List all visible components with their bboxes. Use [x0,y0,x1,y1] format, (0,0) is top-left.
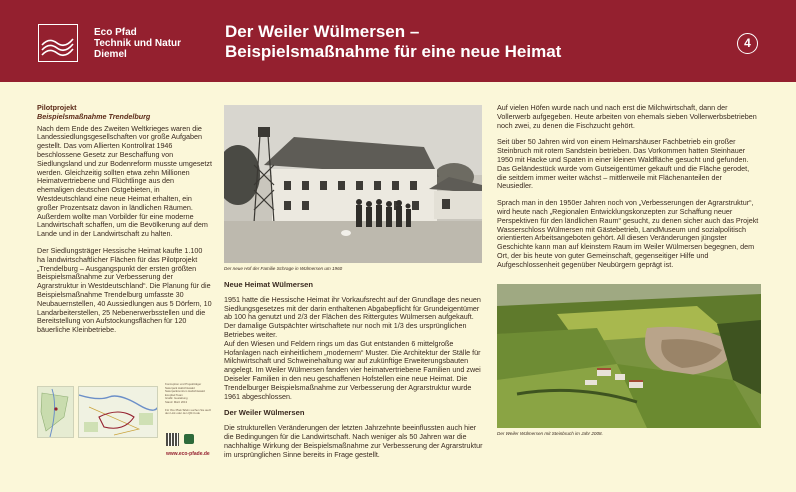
section-subheading: Beispielsmaßnahme Trendelburg [37,111,151,121]
credits-line: Konzeption und Projektträger [165,382,202,386]
brand-line: Diemel [94,49,127,60]
credits-line: Ecopfad Team [165,392,183,397]
paragraph: Sprach man in den 1950er Jahren noch von „Verbesserungen der Agrarstruktur“, wird heute nach „Regionalen Entwicklungskonzepten zur Schaffung neuer Perspektiven für den ländlichen Raum“ gesucht, zu denen sicher auch das Projekt Wasserschloss Wülmersen mit Gästebetrieb, LandMuseum und sozialpolitisch orientierten Arbeitsangeboten gehört. All diesen Veränderungen jüngster Geschichte kann man auf kleinstem Raum im Weiler Wülmersen begegnen, dem Ort, der bis heute von guter Gemeinschaft, gegenseitiger Hilfe und Aufgeschlossenheit gegenüber Neubürgern geprägt ist. [497,198,759,269]
brand-text [94,27,181,60]
overview-map-graphic [38,387,74,438]
section-heading: Neue Heimat Wülmersen [224,280,314,289]
section-heading: Der Weiler Wülmersen [224,408,305,418]
website-link[interactable]: www.eco-pfade.de [166,451,210,457]
paragraph: Nach dem Ende des Zweiten Weltkrieges waren die Landessiedlungsgesellschaften vor große Aufgaben gestellt. Das vom Allierten Kontrollrat 1946 beschlossene Gesetz zur Beschaffung von Siedlungsland und zur Bodenreform musste umgesetzt werden. Gleichzeitig sollten etwa zehn Millionen Heimatvertriebene und Flüchtlinge aus den ehemaligen deutschen Ostgebieten, in Westdeutschland eine neue Heimat erhalten, ein großer Prozentsatz davon in ländlichen Räumen. Außerdem wollte man Vorbilder für eine moderne Landwirtschaft schaffen, um die Bevölkerung auf dem Lande und in der Landwirtschaft zu halten. [37,123,212,239]
credits-block [165,383,215,416]
historic-farm-illustration [224,105,482,263]
aerial-photo [497,284,761,428]
left-column [37,104,212,343]
credits-line: Grafik: Gestaltung [165,396,188,401]
historic-farm-photo [224,105,482,263]
route-map-graphic [79,387,158,438]
station-number-badge: 4 [737,33,758,54]
paragraph: Seit über 50 Jahren wird von einem Helmarshäuser Fachbetrieb ein großer Steinbruch mit rotem Sandstein betrieben. Das Vorkommen hatten Steinhauer 1950 mit Hacke und Spaten in einer kleinen Waldfläche gesucht und gefunden. Das Geländestück wurde vom Gutseigentümer gekauft und die Fläche gerodet, die seitdem immer weiter wächst – mittlerweile mit Flächenanteilen der Neusiedler. [497,137,750,191]
paragraph: 1951 hatte die Hessische Heimat ihr Vorkaufsrecht auf der Grundlage des neuen Siedlungsgesetzes mit der darin enthaltenen Abgabepflicht für Grundeigentümer ab 100 ha genutzt und 2/3 der Flächen des Rittergutes Wülmersen aufgekauft. Der damalige Gutspächter wirtschaftete nur noch mit 1/3 des ursprünglichen Betriebes weiter. [224,294,481,339]
wave-logo-icon [39,25,76,60]
credits-note: Für Ihre Pfad-Tafeln suchen Sie auch den Link oder den QR-Code [165,407,212,416]
eco-pfad-logo [38,24,78,62]
page-title [225,22,561,62]
title-line-2: Beispielsmaßnahme für eine neue Heimat [225,42,562,61]
brand-line: Eco Pfad [94,27,137,38]
middle-column [224,281,484,459]
sponsor-logo [184,434,194,444]
paragraph: Auf vielen Höfen wurde nach und nach erst die Milchwirtschaft, dann der Vollerwerb aufgegeben. Heute arbeiten von ehemals sieben Vollerwerbsbetrieben noch zwei, zu denen die Fischzucht gehört. [497,103,757,130]
right-column [497,104,759,278]
header-banner [0,0,796,82]
qr-code-icon[interactable] [166,433,179,446]
title-line-1: Der Weiler Wülmersen – [225,22,420,41]
paragraph: Auf den Wiesen und Feldern rings um das Gut entstanden 6 mittelgroße Hofanlagen nach einheitlichem „modernem“ Muster. Die Architektur der Ställe für Milchwirtschaft und Schweinehaltung war auf zukünftige Erweiterungsbauten angelegt. Im Weiler Wülmersen fanden vier heimatvertriebene Familien und zwei Deiseler Familien in den neu geschaffenen Hofstellen eine neue Heimat. Die Trendelburger Beispielsmaßnahme zur Verbesserung der Agrarstruktur wurde 1961 abgeschlossen. [224,338,481,401]
section-heading: Pilotprojekt [37,103,77,112]
paragraph: Die strukturellen Veränderungen der letzten Jahrzehnte beeinflussten auch hier die Bedingungen für die Landwirtschaft. Nach weniger als 50 Jahren war die nachhaltige Wirkung der Beispielsmaßnahme zur Verbesserung der Agrarstruktur im ursprünglichen Sinne bereits in Frage gestellt. [224,423,483,459]
photo-caption: Der Weiler Wülmersen mit Steinbruch im Jahr 2008. [497,431,603,436]
route-map [78,386,158,438]
credits-line: Naturparkzentrum Habichtswald [165,389,205,394]
overview-map [37,386,74,438]
aerial-landscape-illustration [497,284,761,428]
paragraph: Der Siedlungsträger Hessische Heimat kaufte 1.100 ha landwirtschaftlicher Flächen für das Pilotprojekt „Trendelburg – Ausgangspunkt der ersten größten Beispielsmaßnahme zur Verbesserung der Agrarstruktur in Westdeutschland“. Die Planung für die Beispielsmaßnahme Trendelburg umfasste 30 Neubauernstellen, 40 Aussiedlungen aus 5 Dörfern, 10 Landarbeiterstellen, 25 Nebenerwerbsstellen und die Bereitstellung von Aufstockungsflächen für 120 bäuerliche Kleinbetriebe. [37,245,212,335]
brand-line: Technik und Natur [94,38,182,49]
photo-caption: Der neue Hof der Familie Schrage in Wülmersen um 1960 [224,266,343,271]
credits-line: Stand: März 2013 [165,399,188,404]
credits-line: Naturpark Habichtswald [165,385,195,390]
